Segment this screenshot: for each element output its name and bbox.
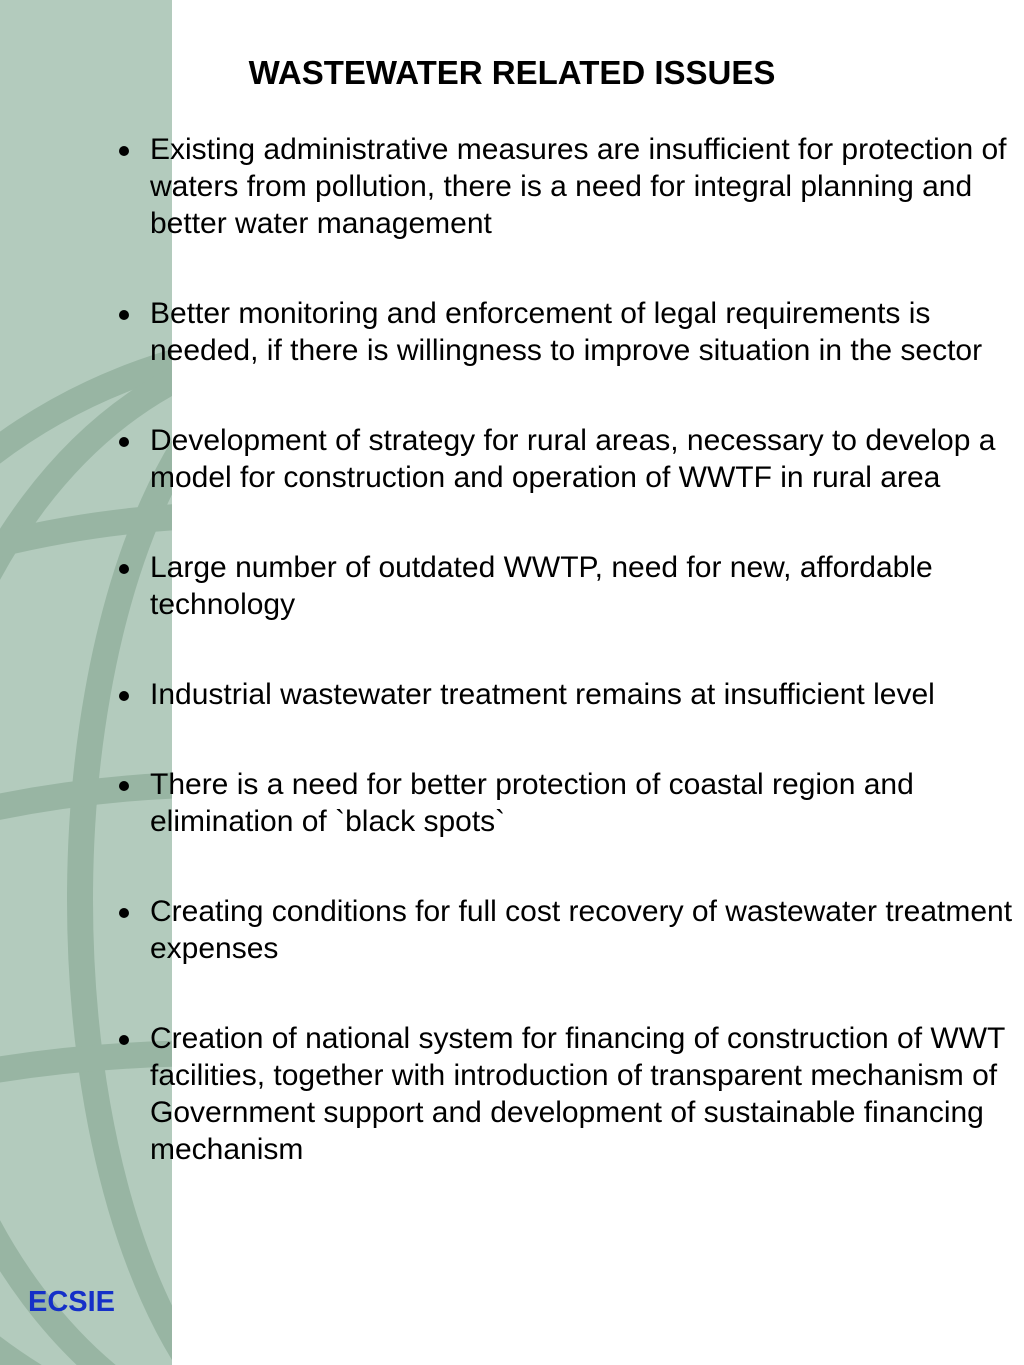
bullet-text: Existing administrative measures are insufficient for protection of waters from pollution, there is a need for integral planning and better water management — [150, 133, 1007, 240]
bullet-item — [150, 295, 1016, 369]
bullet-text: Creating conditions for full cost recovery of wastewater treatment expenses — [150, 895, 1013, 965]
bullet-item — [150, 131, 1016, 242]
side-band — [0, 0, 172, 1365]
slide-title: WASTEWATER RELATED ISSUES — [248, 54, 776, 91]
bullet-dot-icon — [119, 908, 129, 918]
globe-watermark-icon — [0, 0, 172, 1365]
bullet-list — [150, 131, 1016, 1221]
bullet-text: There is a need for better protection of coastal region and elimination of `black spots` — [150, 768, 914, 838]
bullet-dot-icon — [119, 564, 129, 574]
ecsie-logo: ECSIE — [28, 1286, 116, 1318]
bullet-dot-icon — [119, 781, 129, 791]
bullet-text: Industrial wastewater treatment remains at insufficient level — [150, 678, 935, 711]
bullet-item — [150, 676, 1016, 713]
bullet-dot-icon — [119, 691, 129, 701]
bullet-text: Large number of outdated WWTP, need for new, affordable technology — [150, 551, 933, 621]
bullet-item — [150, 766, 1016, 840]
bullet-dot-icon — [119, 437, 129, 447]
bullet-item — [150, 549, 1016, 623]
bullet-text: Better monitoring and enforcement of legal requirements is needed, if there is willingness to improve situation in the sector — [150, 297, 983, 367]
bullet-dot-icon — [119, 146, 129, 156]
bullet-item — [150, 1020, 1016, 1168]
bullet-text: Creation of national system for financing of construction of WWT facilities, together with introduction of transparent mechanism of Government support and development of sustainable financing mechanism — [150, 1022, 1005, 1166]
bullet-text: Development of strategy for rural areas, necessary to develop a model for construction and operation of WWTF in rural area — [150, 424, 996, 494]
bullet-item — [150, 893, 1016, 967]
bullet-item — [150, 422, 1016, 496]
bullet-dot-icon — [119, 1035, 129, 1045]
bullet-dot-icon — [119, 310, 129, 320]
